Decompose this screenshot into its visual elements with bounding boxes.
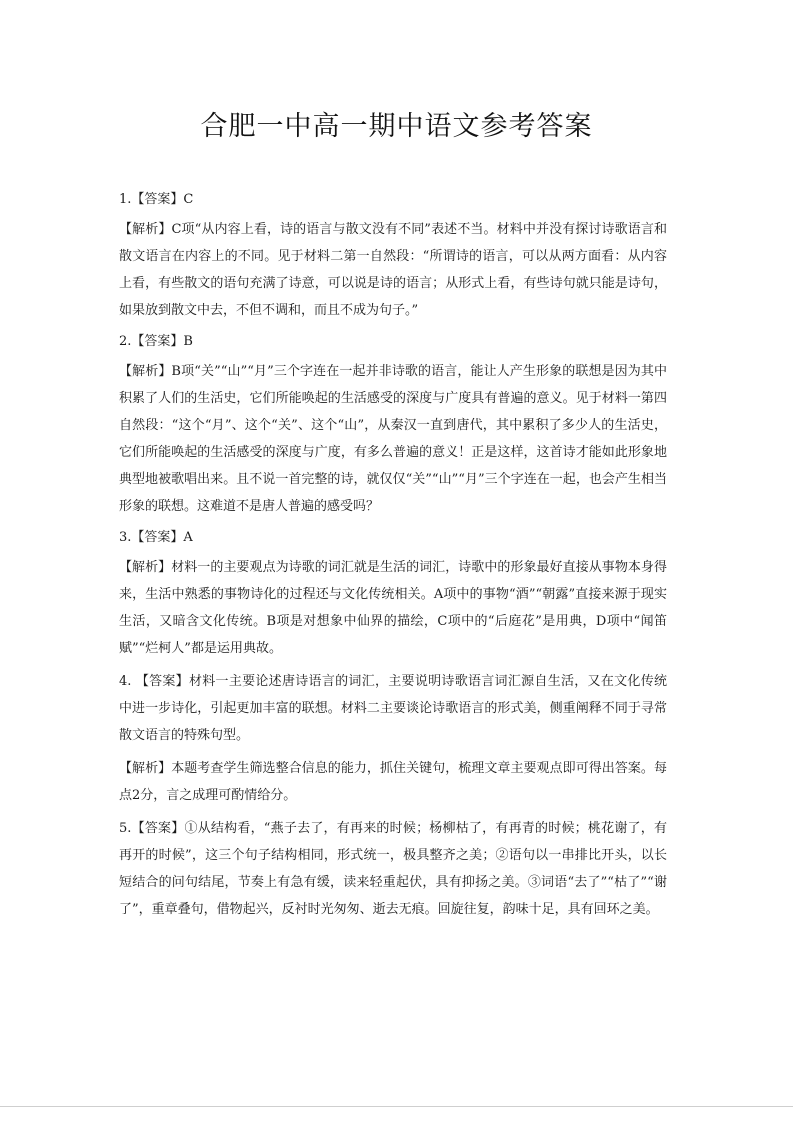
analysis-4: 【解析】本题考查学生筛选整合信息的能力，抓住关键句，梳理文章主要观点即可得出答案。每点2分，言之成理可酌情给分。 xyxy=(119,761,667,803)
analysis-2: 【解析】B项“关”“山”“月”三个字连在一起并非诗歌的语言，能让人产生形象的联想是因为其中积累了人们的生活史，它们所能唤起的生活感受的深度与广度具有普遍的意义。见于材料一第四自然段：“这个“月”、这个“关”、这个“山”，从秦汉一直到唐代，其中累积了多少人的生活史，它们所能唤起的生活感受的深度与广度，有多么普遍的意义！正是这样，这首诗才能如此形象地典型地被歌唱出来。且不说一首完整的诗，就仅仅“关”“山”“月”三个字连在一起，也会产生相当形象的联想。这难道不是唐人普遍的感受吗？ xyxy=(119,364,667,514)
answer-1: 1.【答案】C xyxy=(119,192,194,207)
answer-5: 5.【答案】①从结构看，“燕子去了，有再来的时候；杨柳枯了，有再青的时候；桃花谢了，有再开的时候”，这三个句子结构相同，形式统一，极具整齐之美；②语句以一串排比开头，以长短结合的问句结尾，节奏上有急有缓，读来轻重起伏，具有抑扬之美。③词语“去了”“枯了”“谢了”，重章叠句，借物起兴，反衬时光匆匆、逝去无痕。回旋往复，韵味十足，具有回环之美。 xyxy=(119,821,667,917)
answer-list xyxy=(119,190,667,929)
answer-3: 3.【答案】A xyxy=(119,530,193,545)
page-bottom-rule xyxy=(0,1106,793,1107)
analysis-3: 【解析】材料一的主要观点为诗歌的词汇就是生活的词汇，诗歌中的形象最好直接从事物本身得来，生活中熟悉的事物诗化的过程还与文化传统相关。A项中的事物“酒”“朝露”直接来源于现实生活，又暗含文化传统。B项是对想象中仙界的描绘，C项中的“后庭花”是用典，D项中“闻笛赋”“烂柯人”都是运用典故。 xyxy=(119,560,667,656)
analysis-1: 【解析】C项“从内容上看，诗的语言与散文没有不同”表述不当。材料中并没有探讨诗歌语言和散文语言在内容上的不同。见于材料二第一自然段：“所谓诗的语言，可以从两方面看：从内容上看，有些散文的语句充满了诗意，可以说是诗的语言；从形式上看，有些诗句就只能是诗句，如果放到散文中去，不但不调和，而且不成为句子。” xyxy=(119,222,667,318)
answer-2: 2.【答案】B xyxy=(119,334,193,349)
answer-4: 4. 【答案】材料一主要论述唐诗语言的词汇，主要说明诗歌语言词汇源自生活，又在文化传统中进一步诗化，引起更加丰富的联想。材料二主要谈论诗歌语言的形式美，侧重阐释不同于寻常散文语言的特殊句型。 xyxy=(119,674,667,743)
page-title: 合肥一中高一期中语文参考答案 xyxy=(200,111,593,142)
